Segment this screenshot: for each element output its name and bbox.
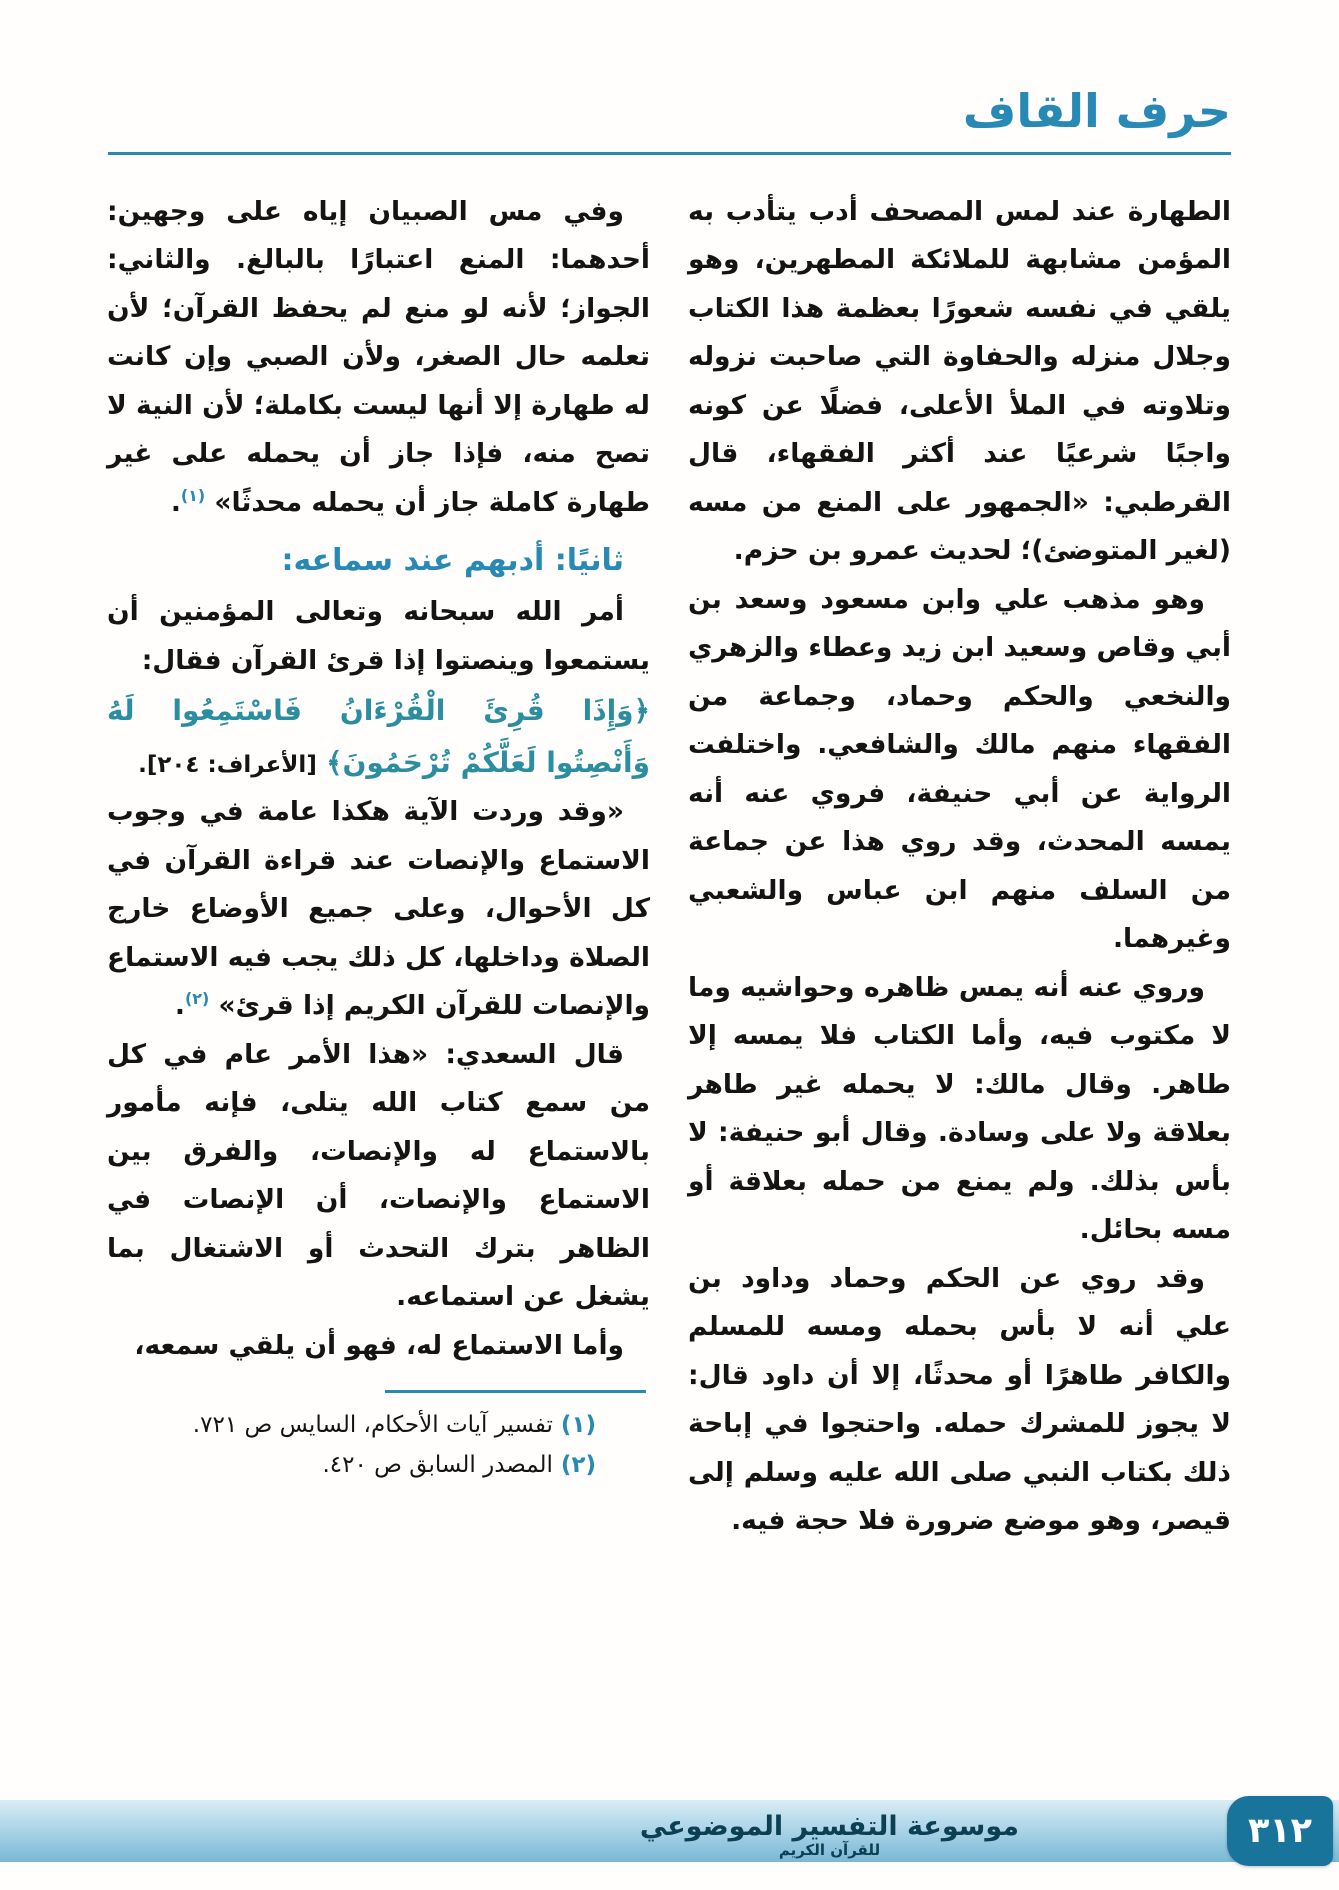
page-number-badge: ٣١٢ [1227, 1796, 1333, 1866]
paragraph: وأما الاستماع له، فهو أن يلقي سمعه، [134, 1329, 624, 1361]
quran-verse [107, 685, 650, 788]
paragraph-end: . [174, 990, 185, 1022]
footnote-marker: (٢) [560, 1452, 596, 1479]
paragraph: وروي عنه أنه يمس ظاهره وحواشيه وما لا مكتوب فيه، وأما الكتاب فلا يمسه إلا طاهر. وقال مالك: لا يحمله غير طاهر بعلاقة ولا على وسادة. وقال أبو حنيفة: لا بأس بذلك. ولم يمنع من حمله بعلاقة أو مسه بحائل. [688, 971, 1231, 1246]
paragraph: وقد روي عن الحكم وحماد وداود بن علي أنه لا بأس بحمله ومسه للمسلم والكافر طاهرًا أو محدثًا، إلا أن داود قال: لا يجوز للمشرك حمله. واحتجوا في إباحة ذلك بكتاب النبي صلى الله عليه وسلم إلى قيصر، وهو موضع ضرورة فلا حجة فيه. [688, 1262, 1231, 1537]
footnote-separator [385, 1390, 646, 1393]
paragraph: قال السعدي: «هذا الأمر عام في كل من سمع كتاب الله يتلى، فإنه مأمور بالاستماع له والإنصات، والفرق بين الاستماع والإنصات، أن الإنصات في الظاهر بترك التحدث أو الاشتغال بما يشغل عن استماعه. [107, 1038, 650, 1313]
footnote-item [107, 1445, 596, 1485]
footnote-item [107, 1405, 596, 1445]
footnote-marker: (١) [560, 1412, 596, 1439]
header-rule [108, 152, 1231, 155]
paragraph-text: وفي مس الصبيان إياه على وجهين: أحدهما: المنع اعتبارًا بالبالغ. والثاني: الجواز؛ لأنه لو منع لم يحفظ القرآن؛ لأن تعلمه حال الصغر، ولأن الصبي وإن كانت له طهارة إلا أنها ليست بكاملة؛ لأن النية لا تصح منه، فإذا جاز أن يحمله على غير طهارة كاملة جاز أن يحمله محدثًا» [107, 196, 650, 518]
footnote-reference-2: (٢) [185, 989, 210, 1009]
verse-reference: [الأعراف: ٢٠٤]. [138, 751, 317, 778]
paragraph: أمر الله سبحانه وتعالى المؤمنين أن يستمعوا وينصتوا إذا قرئ القرآن فقال: [107, 596, 650, 676]
section-subheading: ثانيًا: أدبهم عند سماعه: [281, 543, 624, 579]
text-columns [108, 188, 1231, 1546]
paragraph: وهو مذهب علي وابن مسعود وسعد بن أبي وقاص وسعيد ابن زيد وعطاء والزهري والنخعي والحكم وحماد، وجماعة من الفقهاء منهم مالك والشافعي. واختلفت الرواية عن أبي حنيفة، فروي عنه أنه يمسه المحدث، وقد روي هذا عن جماعة من السلف منهم ابن عباس والشعبي وغيرهما. [688, 583, 1231, 955]
publisher-logo-title: موسوعة التفسير الموضوعي [639, 1810, 1019, 1842]
column-left [107, 188, 650, 1486]
publisher-logo [640, 1812, 1019, 1858]
footnote-text: تفسير آيات الأحكام، السايس ص ٧٢١. [192, 1412, 553, 1439]
footnote-text: المصدر السابق ص ٤٢٠. [322, 1452, 553, 1479]
column-right [688, 188, 1231, 1546]
footnote-reference-1: (١) [180, 486, 206, 506]
paragraph-text: «وقد وردت الآية هكذا عامة في وجوب الاستماع والإنصات عند قراءة القرآن في كل الأحوال، وعلى جميع الأوضاع خارج الصلاة وداخلها، كل ذلك يجب فيه الاستماع والإنصات للقرآن الكريم إذا قرئ» [107, 796, 650, 1022]
paragraph [107, 188, 650, 527]
publisher-logo-subtitle: للقرآن الكريم [778, 1840, 881, 1859]
chapter-title: حرف القاف [962, 84, 1231, 138]
footnotes [107, 1405, 650, 1486]
paragraph: الطهارة عند لمس المصحف أدب يتأدب به المؤمن مشابهة للملائكة المطهرين، وهو يلقي في نفسه شعورًا بعظمة هذا الكتاب وجلال منزله والحفاوة التي صاحبت نزوله وتلاوته في الملأ الأعلى، فضلًا عن كونه واجبًا شرعيًا عند أكثر الفقهاء، قال القرطبي: «الجمهور على المنع من مسه (لغير المتوضئ)؛ لحديث عمرو بن حزم. [688, 196, 1231, 567]
paragraph-end: . [170, 486, 181, 518]
paragraph [107, 788, 650, 1030]
verse-text: ﴿وَإِذَا قُرِئَ الْقُرْءَانُ فَاسْتَمِعُوا لَهُ وَأَنْصِتُوا لَعَلَّكُمْ تُرْحَمُونَ﴾ [107, 694, 650, 779]
